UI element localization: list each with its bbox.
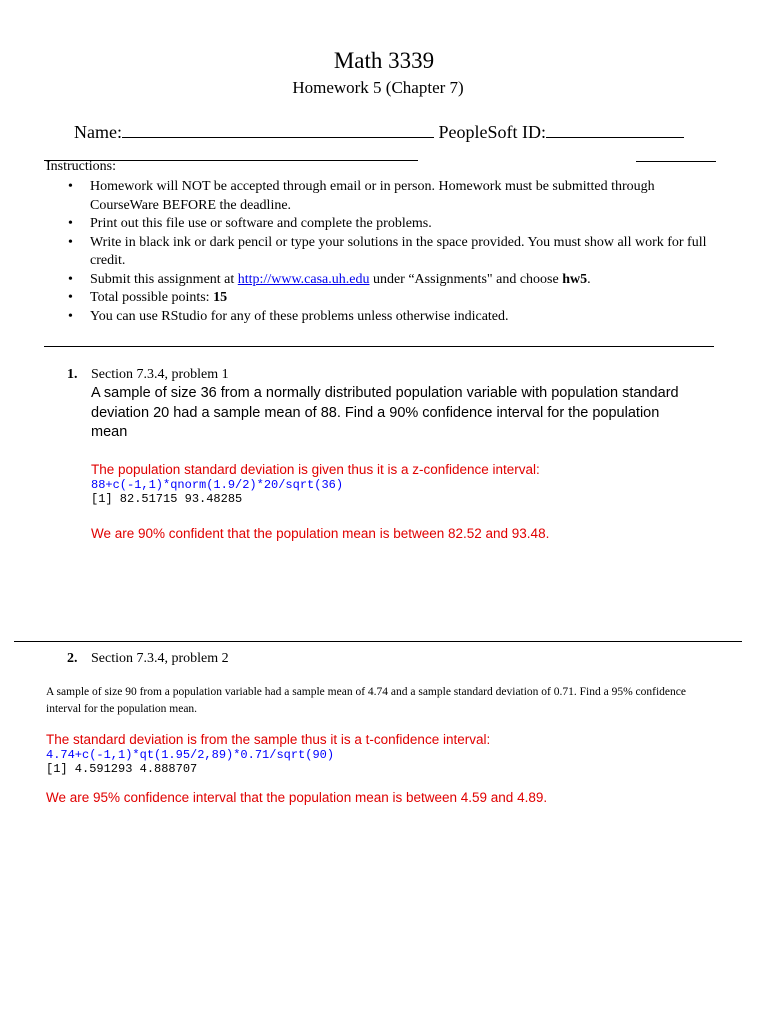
question-text: A sample of size 90 from a population variable had a sample mean of 4.74 and a sample standard deviation of 0.71. Find a 95% confidence interval for the population mean.	[46, 686, 686, 715]
question-text: A sample of size 36 from a normally distributed population variable with population standard deviation 20 had a sample mean of 88. Find a 90% confidence interval for the population mean	[91, 385, 679, 440]
r-output: [1] 4.591293 4.888707	[46, 762, 198, 776]
list-item: • Print out this file use or software and complete the problems.	[68, 215, 718, 234]
points-value: 15	[213, 290, 228, 305]
list-item	[68, 271, 718, 290]
submit-mid: under “Assignments" and choose	[369, 271, 563, 287]
list-item	[68, 289, 718, 308]
question-number: 1.	[67, 367, 78, 382]
page-title: Math 3339	[333, 48, 435, 73]
list-item: • Homework will NOT be accepted through email or in person. Homework must be submitted through CourseWare BEFORE the deadline.	[68, 178, 718, 215]
question-number: 2.	[67, 651, 78, 666]
hw-name: hw5	[562, 271, 588, 287]
name-label: Name:	[74, 122, 122, 142]
peoplesoft-id-field[interactable]	[546, 121, 684, 138]
divider	[44, 346, 714, 347]
name-field[interactable]	[122, 121, 434, 138]
solution-conclusion: We are 95% confidence interval that the population mean is between 4.59 and 4.89.	[46, 790, 548, 805]
question-section: Section 7.3.4, problem 1	[91, 367, 229, 382]
id-label: PeopleSoft ID:	[438, 122, 546, 142]
divider	[636, 161, 716, 162]
instructions-list	[68, 178, 718, 326]
r-code: 88+c(-1,1)*qnorm(1.9/2)*20/sqrt(36)	[91, 478, 344, 492]
list-item: • You can use RStudio for any of these problems unless otherwise indicated.	[68, 308, 718, 327]
page-subtitle: Homework 5 (Chapter 7)	[292, 78, 464, 97]
r-code: 4.74+c(-1,1)*qt(1.95/2,89)*0.71/sqrt(90)	[46, 748, 335, 762]
solution-conclusion: We are 90% confident that the population mean is between 82.52 and 93.48.	[91, 526, 550, 541]
submit-suffix: .	[587, 271, 591, 287]
submit-prefix: Submit this assignment at	[90, 271, 238, 287]
solution-note: The population standard deviation is given thus it is a z-confidence interval:	[91, 462, 540, 477]
list-item: • Write in black ink or dark pencil or type your solutions in the space provided. You must show all work for full credit.	[68, 234, 718, 271]
instructions-heading: Instructions:	[46, 159, 116, 174]
points-label: Total possible points:	[90, 290, 214, 305]
casa-link[interactable]: http://www.casa.uh.edu	[237, 271, 370, 287]
divider	[14, 641, 742, 642]
solution-note: The standard deviation is from the sample thus it is a t-confidence interval:	[46, 732, 491, 747]
question-section: Section 7.3.4, problem 2	[91, 651, 229, 666]
r-output: [1] 82.51715 93.48285	[91, 492, 243, 506]
name-row	[74, 121, 684, 143]
